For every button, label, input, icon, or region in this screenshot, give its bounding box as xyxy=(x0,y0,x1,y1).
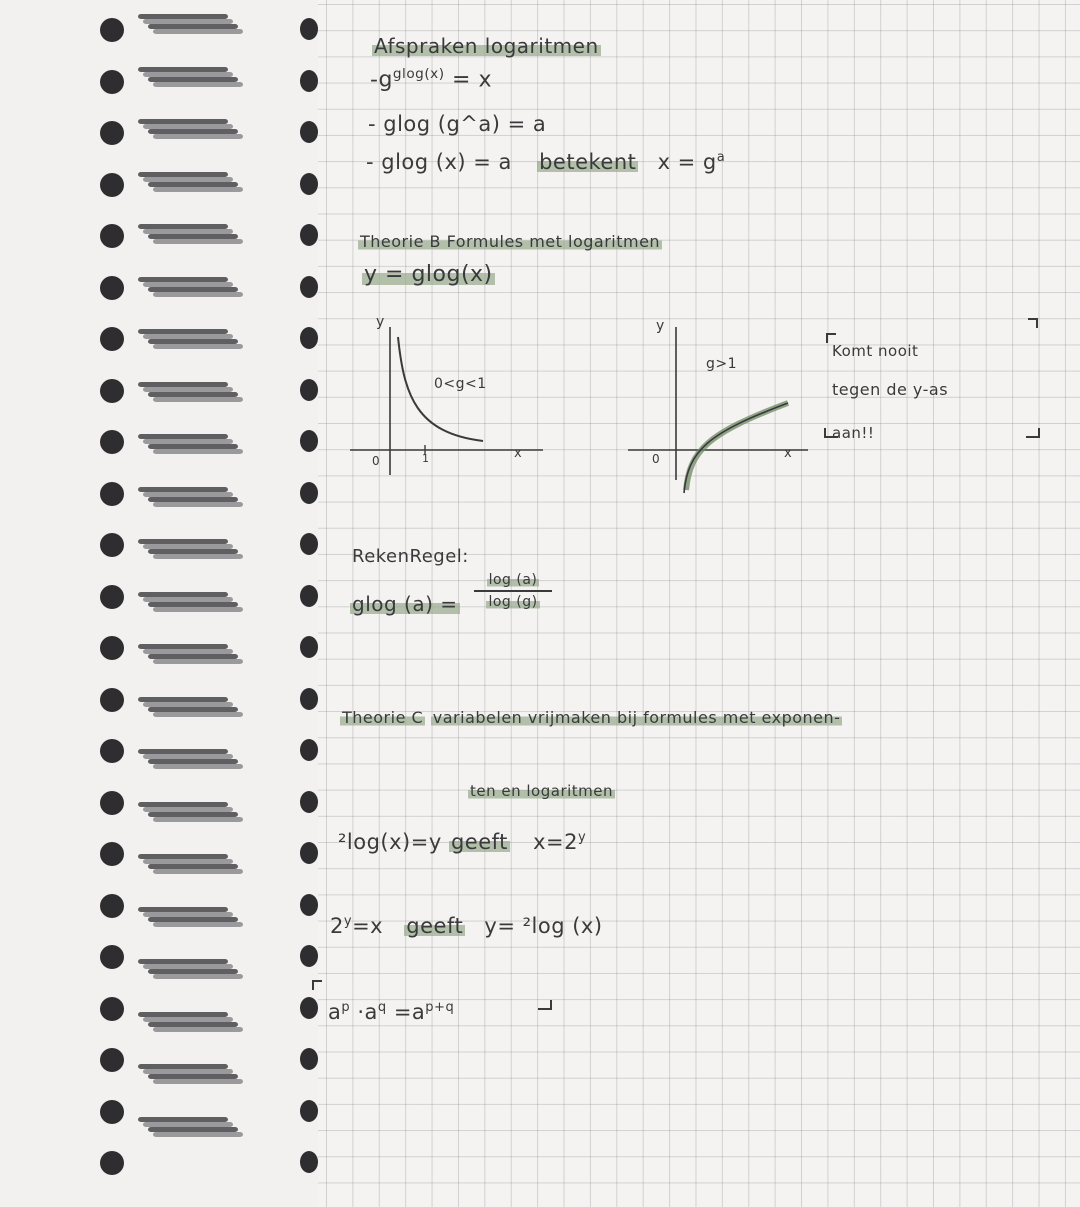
binding-hole xyxy=(100,173,124,197)
binding-hole xyxy=(100,1048,124,1072)
line3-a1: a xyxy=(328,1000,342,1024)
line1-rhs: x=2 xyxy=(533,830,578,854)
line2-word: geeft xyxy=(406,914,464,938)
graph1-tick-label: 1 xyxy=(422,452,430,465)
spiral-coil xyxy=(128,955,246,989)
binding-hole xyxy=(100,327,124,351)
binding-hole xyxy=(300,1151,318,1173)
theorie-c-line-1 xyxy=(338,830,586,854)
note-line-1: Komt nooit xyxy=(832,342,919,360)
rekenregel-fraction xyxy=(474,572,552,610)
theorie-c-title-continued xyxy=(468,782,615,800)
binding-hole xyxy=(300,1048,318,1070)
line2-mid: =x xyxy=(352,914,384,938)
binding-hole xyxy=(100,842,124,866)
graph1-origin: 0 xyxy=(372,454,381,468)
spiral-coil xyxy=(128,168,246,202)
rekenregel-lhs: glog (a) = xyxy=(352,592,458,616)
spiral-coil xyxy=(128,693,246,727)
binding-hole xyxy=(100,585,124,609)
binding-hole xyxy=(300,18,318,40)
binding-hole xyxy=(100,430,124,454)
binding-hole xyxy=(300,327,318,349)
binding-hole xyxy=(100,70,124,94)
note-line-2: tegen de y-as xyxy=(832,380,949,399)
rekenregel-title: RekenRegel: xyxy=(352,546,469,567)
spiral-coil xyxy=(128,798,246,832)
binding-hole xyxy=(100,945,124,969)
line3-a2: ·a xyxy=(357,1000,378,1024)
binding-hole xyxy=(300,842,318,864)
graph1-y-label: y xyxy=(376,314,385,330)
binding-hole xyxy=(300,482,318,504)
spiral-coil xyxy=(128,63,246,97)
spiral-coil xyxy=(128,640,246,674)
binding-hole xyxy=(300,894,318,916)
rule3-rhs: x = g xyxy=(657,150,717,174)
line3-a1-exp: p xyxy=(341,1000,351,1015)
binding-hole xyxy=(100,997,124,1021)
grid-paper-page xyxy=(318,0,1080,1207)
spiral-coil xyxy=(128,483,246,517)
spiral-coil xyxy=(128,535,246,569)
binding-hole xyxy=(300,739,318,761)
binding-hole xyxy=(100,224,124,248)
binding-hole xyxy=(100,533,124,557)
spiral-coil xyxy=(128,10,246,44)
theorie-b-formula: y = glog(x) xyxy=(364,262,493,287)
note-line-3: aan!! xyxy=(832,424,875,442)
line3-eq: =a xyxy=(393,1000,426,1024)
binding-hole xyxy=(100,18,124,42)
spiral-coil xyxy=(128,378,246,412)
binding-hole xyxy=(300,1100,318,1122)
theorie-c-line-3 xyxy=(328,1000,454,1024)
line1-word: geeft xyxy=(450,830,508,854)
binding-hole xyxy=(100,379,124,403)
graph1-x-label: x xyxy=(514,446,523,461)
theorie-c-title-cont-text: ten en logaritmen xyxy=(470,782,614,800)
binding-hole xyxy=(300,70,318,92)
binding-hole xyxy=(100,791,124,815)
rule1-rhs: = x xyxy=(452,67,492,93)
rule1-exponent: glog(x) xyxy=(392,66,445,82)
theorie-c-line-2 xyxy=(330,914,603,938)
graph2-x-label: x xyxy=(784,446,793,461)
spiral-coil xyxy=(128,588,246,622)
binding-hole xyxy=(100,636,124,660)
spiral-coil xyxy=(128,1008,246,1042)
binding-hole xyxy=(300,585,318,607)
binding-hole xyxy=(300,379,318,401)
line1-rhs-exp: y xyxy=(577,830,587,845)
spiral-coil xyxy=(128,273,246,307)
line2-rhs: y= ²log (x) xyxy=(484,914,603,938)
rule3-word: betekent xyxy=(539,150,637,174)
theorie-c-title-rest: variabelen vrijmaken bij formules met exponen- xyxy=(432,708,841,727)
binding-hole xyxy=(100,1100,124,1124)
graph1-condition: 0<g<1 xyxy=(434,376,487,392)
line3-bracket-left xyxy=(312,980,322,990)
binding-hole xyxy=(300,533,318,555)
note-bracket-bottom-right xyxy=(1026,428,1040,438)
afspraken-rule-1 xyxy=(370,66,492,92)
spiral-coil xyxy=(128,1113,246,1147)
rekenregel-denominator: log (g) xyxy=(488,594,538,610)
fraction-bar xyxy=(474,590,552,592)
theorie-c-title-label: Theorie C xyxy=(342,708,424,727)
binding-hole xyxy=(100,894,124,918)
spiral-coil xyxy=(128,115,246,149)
binding-hole xyxy=(300,224,318,246)
binding-hole xyxy=(100,688,124,712)
graph2-y-label: y xyxy=(656,318,665,334)
binding-hole xyxy=(100,276,124,300)
line3-eq-exp: p+q xyxy=(425,1000,455,1015)
line2-lhs: 2 xyxy=(330,914,344,938)
graph2-condition: g>1 xyxy=(706,356,738,372)
line3-a2-exp: q xyxy=(377,1000,387,1015)
afspraken-rule-2: - glog (g^a) = a xyxy=(368,112,547,136)
spiral-coil xyxy=(128,220,246,254)
binding-hole xyxy=(300,688,318,710)
spiral-coil xyxy=(128,325,246,359)
theorie-c-title xyxy=(340,708,842,727)
graph2-curve-highlight xyxy=(686,403,788,490)
binding-hole xyxy=(300,430,318,452)
theorie-b-title: Theorie B Formules met logaritmen xyxy=(360,232,661,251)
binding-hole xyxy=(100,739,124,763)
graph2-origin: 0 xyxy=(652,452,661,466)
spiral-coil xyxy=(128,903,246,937)
binding-hole xyxy=(100,482,124,506)
line1-lhs: ²log(x)=y xyxy=(338,830,442,854)
binding-hole xyxy=(100,121,124,145)
binding-hole xyxy=(300,173,318,195)
spiral-coil xyxy=(128,430,246,464)
line2-lhs-exp: y xyxy=(343,914,353,929)
spiral-coil xyxy=(128,850,246,884)
binding-hole xyxy=(300,945,318,967)
binding-hole xyxy=(300,121,318,143)
binding-hole xyxy=(300,276,318,298)
binding-hole xyxy=(300,636,318,658)
rule1-base: -g xyxy=(370,67,393,93)
spiral-coil xyxy=(128,745,246,779)
rekenregel-numerator: log (a) xyxy=(488,572,538,588)
afspraken-title: Afspraken logaritmen xyxy=(374,34,599,58)
afspraken-rule-3 xyxy=(366,150,725,174)
rule3-rhs-exp: a xyxy=(716,150,726,165)
spiral-coil xyxy=(128,1060,246,1094)
line3-bracket-right xyxy=(538,1000,552,1010)
binding-hole xyxy=(300,791,318,813)
binding-hole xyxy=(300,997,318,1019)
log-graphs xyxy=(338,315,838,505)
rule3-lhs: - glog (x) = a xyxy=(366,150,512,174)
note-bracket-top-right xyxy=(1028,318,1038,328)
binding-hole xyxy=(100,1151,124,1175)
